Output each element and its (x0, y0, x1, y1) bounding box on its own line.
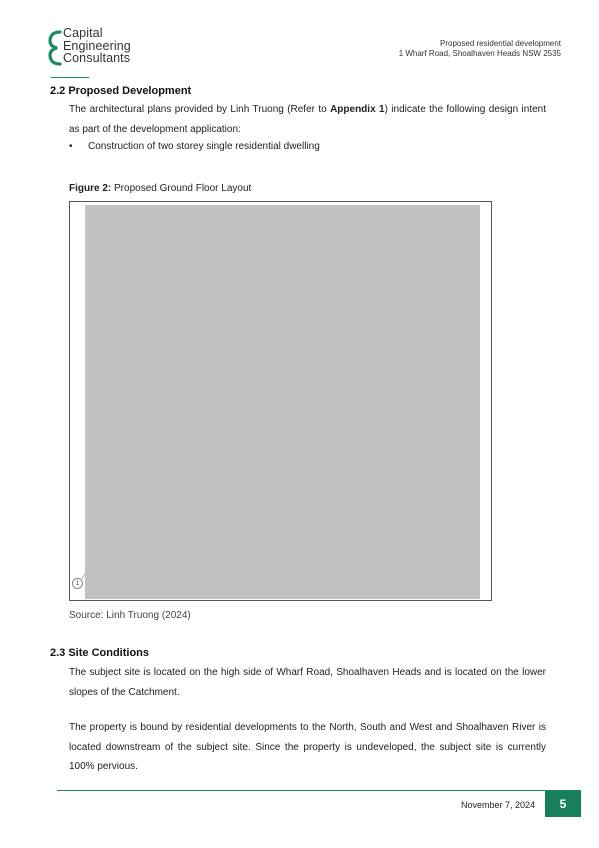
figure-source: Source: Linh Truong (2024) (69, 610, 191, 621)
section-heading-2-3: 2.3 Site Conditions (50, 647, 150, 659)
bullet-dot-icon: • (69, 141, 73, 152)
figure-title: Proposed Ground Floor Layout (111, 183, 252, 194)
section-heading-2-2: 2.2 Proposed Development (50, 85, 192, 97)
figure-marker: 1 (72, 578, 83, 589)
footer-rule (57, 790, 581, 791)
appendix-reference: Appendix 1 (330, 104, 385, 115)
figure-frame (69, 201, 492, 601)
project-address: 1 Wharf Road, Shoalhaven Heads NSW 2535 (398, 49, 561, 58)
page-number: 5 (545, 791, 581, 817)
section-2-3-paragraph-1: The subject site is located on the high side of Wharf Road, Shoalhaven Heads and is located on the lower slopes of the Catchment. (69, 667, 546, 698)
floor-plan-image (85, 205, 480, 599)
bullet-item (69, 140, 320, 154)
project-title: Proposed residential development (440, 39, 561, 48)
logo-line-3: Consultants (63, 51, 131, 65)
section-2-3-paragraph-2: The property is bound by residential developments to the North, South and West and Shoalhaven River is located downstream of the subject site. Since the property is undeveloped, the subject site is currently 100% pervious. (69, 722, 546, 772)
section-2-2-paragraph (69, 100, 546, 139)
figure-marker-tick-icon: ╱ (82, 574, 86, 580)
logo-line-2: Engineering (63, 38, 131, 53)
bullet-text: Construction of two storey single residential dwelling (88, 141, 320, 152)
running-header (399, 39, 561, 59)
logo-line-1: Capital (63, 26, 103, 40)
logo-underline (51, 77, 89, 78)
para-text-before: The architectural plans provided by Linh Truong (Refer to (69, 104, 331, 115)
para-text-after: ) indicate the following design intent as part of the development application: (69, 104, 546, 135)
footer-date: November 7, 2024 (460, 800, 535, 810)
company-logo (48, 27, 158, 79)
logo-c-mark-icon (48, 29, 62, 67)
figure-caption (69, 183, 251, 194)
figure-label: Figure 2: (69, 183, 112, 194)
